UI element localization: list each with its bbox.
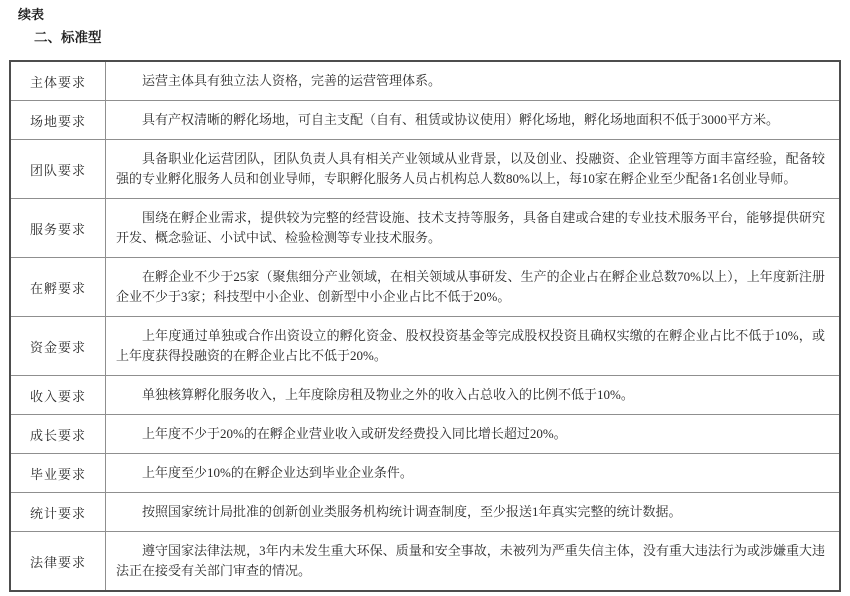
requirement-content: 上年度至少10%的在孵企业达到毕业企业条件。: [106, 454, 841, 493]
requirement-label: 毕业要求: [10, 454, 106, 493]
requirement-content: 单独核算孵化服务收入，上年度除房租及物业之外的收入占总收入的比例不低于10%。: [106, 376, 841, 415]
table-row: [10, 415, 840, 454]
table-row: [10, 376, 840, 415]
table-row: [10, 101, 840, 140]
requirement-content: 上年度不少于20%的在孵企业营业收入或研发经费投入同比增长超过20%。: [106, 415, 841, 454]
table-row: [10, 258, 840, 317]
requirement-content: 运营主体具有独立法人资格，完善的运营管理体系。: [106, 61, 841, 101]
section-title: 二、标准型: [34, 30, 102, 45]
requirement-content: 在孵企业不少于25家（聚焦细分产业领域，在相关领域从事研发、生产的企业占在孵企业总数70%以上），上年度新注册企业不少于3家；科技型中小企业、创新型中小企业占比不低于20%。: [106, 258, 841, 317]
requirement-label: 主体要求: [10, 61, 106, 101]
requirement-content: 具有产权清晰的孵化场地，可自主支配（自有、租赁或协议使用）孵化场地，孵化场地面积不低于3000平方米。: [106, 101, 841, 140]
requirement-content: 遵守国家法律法规，3年内未发生重大环保、质量和安全事故，未被列为严重失信主体，没有重大违法行为或涉嫌重大违法正在接受有关部门审查的情况。: [106, 532, 841, 592]
requirement-label: 在孵要求: [10, 258, 106, 317]
requirement-label: 法律要求: [10, 532, 106, 592]
requirement-content: 围绕在孵企业需求，提供较为完整的经营设施、技术支持等服务，具备自建或合建的专业技术服务平台，能够提供研究开发、概念验证、小试中试、检验检测等专业技术服务。: [106, 199, 841, 258]
requirement-label: 统计要求: [10, 493, 106, 532]
requirements-table-body: [10, 61, 840, 591]
continued-table-label: 续表: [18, 7, 45, 22]
requirement-label: 场地要求: [10, 101, 106, 140]
table-row: [10, 199, 840, 258]
table-row: [10, 317, 840, 376]
requirement-label: 成长要求: [10, 415, 106, 454]
requirement-label: 团队要求: [10, 140, 106, 199]
requirements-table: [9, 60, 841, 592]
requirement-content: 具备职业化运营团队，团队负责人具有相关产业领域从业背景，以及创业、投融资、企业管理等方面丰富经验，配备较强的专业孵化服务人员和创业导师，专职孵化服务人员占机构总人数80%以上，每10家在孵企业至少配备1名创业导师。: [106, 140, 841, 199]
table-row: [10, 61, 840, 101]
requirement-content: 按照国家统计局批准的创新创业类服务机构统计调查制度，至少报送1年真实完整的统计数据。: [106, 493, 841, 532]
requirement-label: 资金要求: [10, 317, 106, 376]
requirement-content: 上年度通过单独或合作出资设立的孵化资金、股权投资基金等完成股权投资且确权实缴的在孵企业占比不低于10%，或上年度获得投融资的在孵企业占比不低于20%。: [106, 317, 841, 376]
table-row: [10, 532, 840, 592]
table-row: [10, 493, 840, 532]
requirement-label: 服务要求: [10, 199, 106, 258]
table-row: [10, 454, 840, 493]
table-row: [10, 140, 840, 199]
requirement-label: 收入要求: [10, 376, 106, 415]
